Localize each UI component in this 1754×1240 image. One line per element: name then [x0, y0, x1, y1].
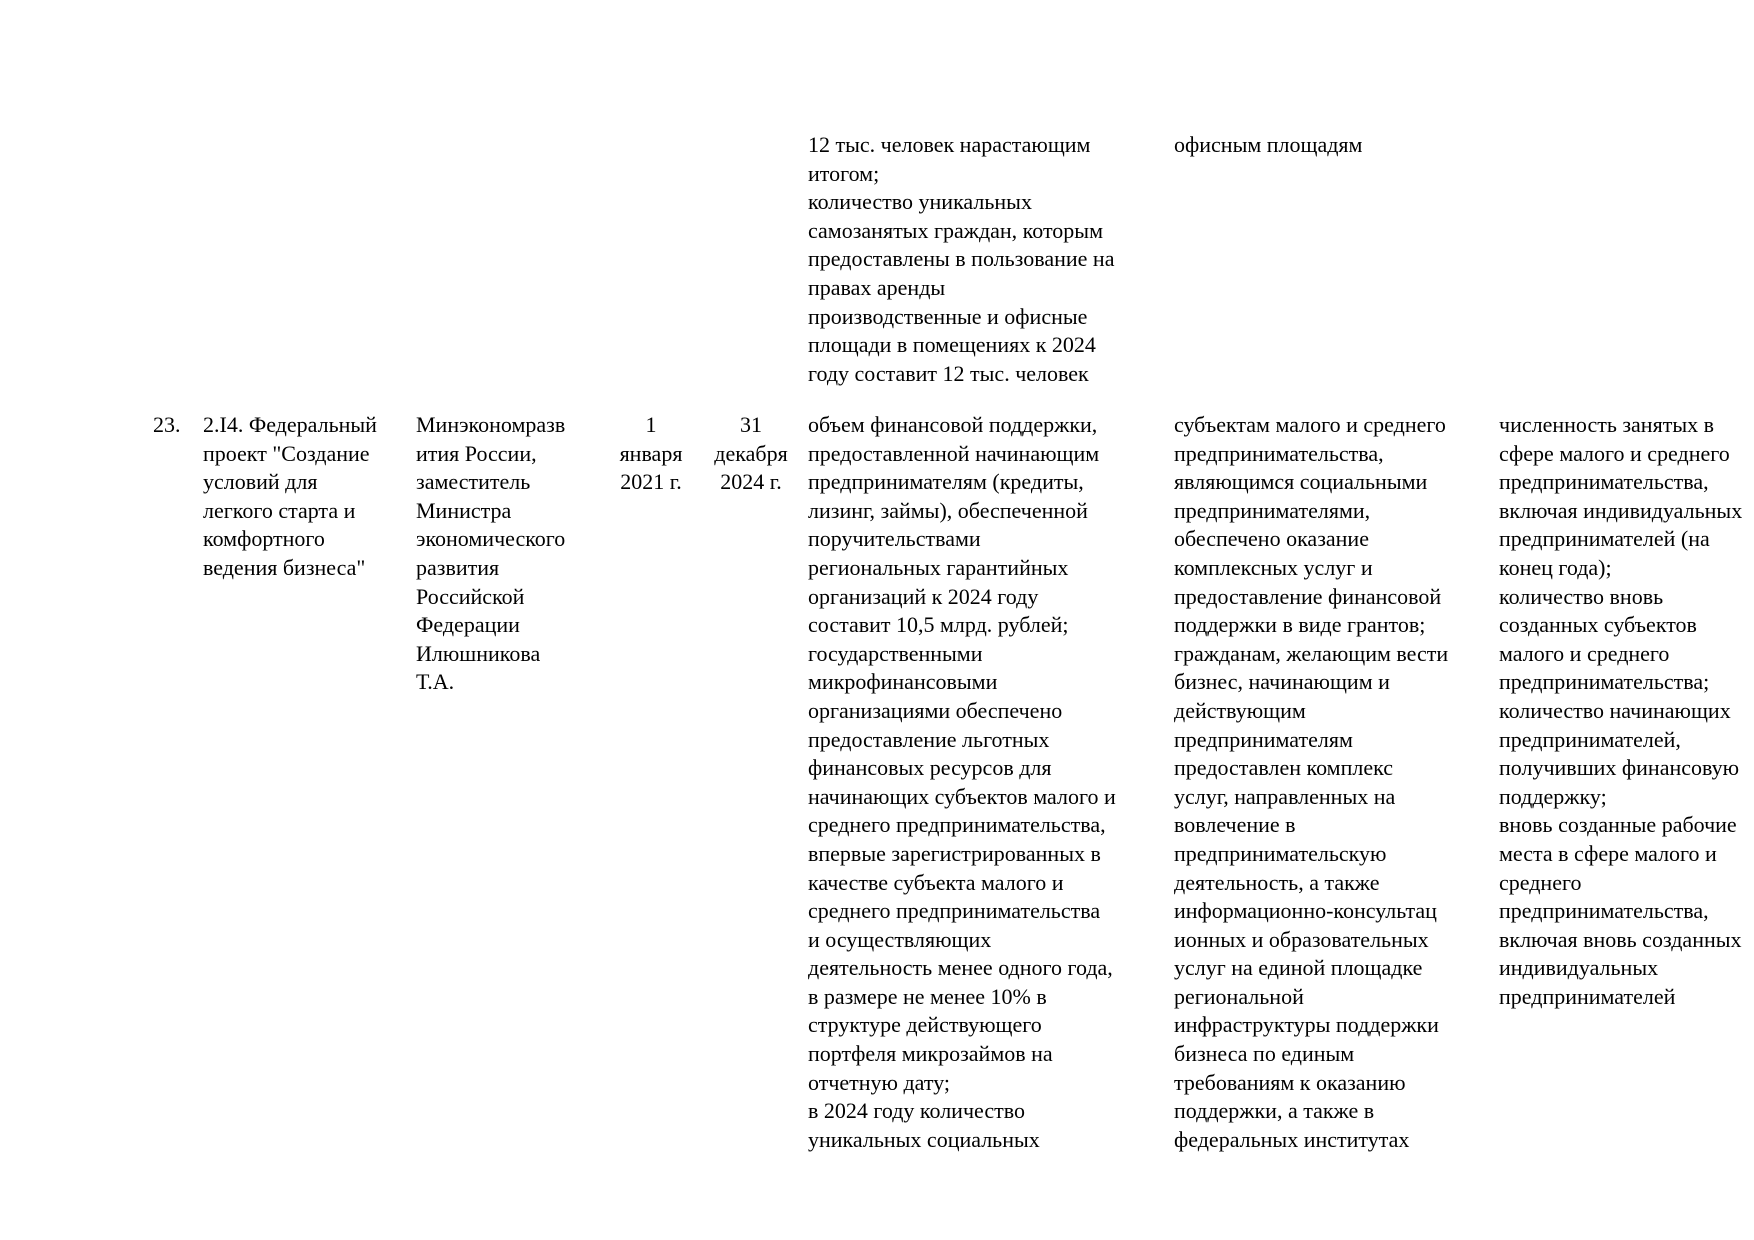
text-line: сфере малого и среднего: [1499, 440, 1730, 466]
text-line: начинающих субъектов малого и: [808, 783, 1116, 809]
text-line: в размере не менее 10% в: [808, 983, 1047, 1009]
text-line: получивших финансовую: [1499, 755, 1740, 781]
text-line: ведения бизнеса": [203, 554, 366, 580]
text-line: являющимся социальными: [1174, 469, 1428, 495]
text-line: количество вновь: [1499, 583, 1664, 609]
text-line: и осуществляющих: [808, 926, 992, 952]
text-line: 31: [740, 412, 762, 437]
text-line: комфортного: [203, 526, 325, 552]
text-line: информационно-консультац: [1174, 898, 1437, 924]
text-line: среднего предпринимательства: [808, 898, 1101, 924]
text-line: места в сфере малого и: [1499, 840, 1717, 866]
expected-outcomes: [808, 411, 1116, 1154]
text-line: требованиям к оказанию: [1174, 1069, 1406, 1095]
text-line: региональных гарантийных: [808, 554, 1069, 580]
text-line: предпринимательства,: [1174, 440, 1384, 466]
text-line: проект "Создание: [203, 440, 370, 466]
start-date: [608, 411, 694, 497]
responsible-party: [416, 411, 565, 697]
text-line: предоставлен комплекс: [1174, 755, 1394, 781]
text-line: предпринимателей: [1499, 983, 1676, 1009]
text-line: малого и среднего: [1499, 640, 1670, 666]
text-line: предпринимателей,: [1499, 726, 1681, 752]
text-line: индивидуальных: [1499, 955, 1659, 981]
text-line: предоставленной начинающим: [808, 440, 1100, 466]
text-line: году составит 12 тыс. человек: [808, 360, 1089, 386]
text-line: отчетную дату;: [808, 1069, 951, 1095]
text-line: Российской: [416, 583, 525, 609]
text-line: Министра: [416, 497, 512, 523]
text-line: конец года);: [1499, 554, 1612, 580]
text-line: предпринимательства,: [1499, 898, 1709, 924]
text-line: заместитель: [416, 469, 531, 495]
text-line: количество уникальных: [808, 189, 1032, 215]
text-line: среднего: [1499, 869, 1582, 895]
text-line: самозанятых граждан, которым: [808, 217, 1103, 243]
text-line: 2024 г.: [720, 469, 782, 495]
text-line: Минэкономразв: [416, 412, 566, 437]
end-date: [706, 411, 796, 497]
text-line: деятельность, а также: [1174, 869, 1380, 895]
text-line: ития России,: [416, 440, 537, 466]
text-line: государственными: [808, 640, 983, 666]
project-name: [203, 411, 377, 583]
text-line: лизинг, займы), обеспеченной: [808, 497, 1088, 523]
text-line: качестве субъекта малого и: [808, 869, 1064, 895]
text-line: финансовых ресурсов для: [808, 755, 1052, 781]
text-line: вновь созданные рабочие: [1499, 812, 1737, 838]
text-line: созданных субъектов: [1499, 612, 1697, 638]
text-line: предпринимательства,: [1499, 469, 1709, 495]
text-line: 12 тыс. человек нарастающим: [808, 132, 1091, 157]
text-line: количество начинающих: [1499, 697, 1731, 723]
text-line: портфеля микрозаймов на: [808, 1041, 1053, 1067]
text-line: условий для: [203, 469, 318, 495]
text-line: деятельность менее одного года,: [808, 955, 1113, 981]
indicators: [1499, 411, 1742, 1011]
text-line: декабря: [714, 440, 788, 466]
text-line: объем финансовой поддержки,: [808, 412, 1098, 437]
text-line: услуг на единой площадке: [1174, 955, 1423, 981]
text-line: впервые зарегистрированных в: [808, 840, 1101, 866]
text-line: включая вновь созданных: [1499, 926, 1742, 952]
text-line: предпринимателям (кредиты,: [808, 469, 1084, 495]
row-number: 23.: [153, 412, 181, 437]
text-line: предпринимателям: [1174, 726, 1353, 752]
text-line: предоставление льготных: [808, 726, 1050, 752]
beneficiaries: [1174, 411, 1448, 1154]
text-line: инфраструктуры поддержки: [1174, 1012, 1439, 1038]
text-line: 1: [645, 412, 657, 437]
text-line: действующим: [1174, 697, 1306, 723]
text-line: комплексных услуг и: [1174, 554, 1373, 580]
text-line: бизнес, начинающим и: [1174, 669, 1390, 695]
text-line: поручительствами: [808, 526, 981, 552]
text-line: Илюшникова: [416, 640, 541, 666]
text-line: предпринимателей (на: [1499, 526, 1710, 552]
text-line: предоставление финансовой: [1174, 583, 1442, 609]
text-line: Федерации: [416, 612, 520, 638]
text-line: субъектам малого и среднего: [1174, 412, 1446, 437]
text-line: региональной: [1174, 983, 1304, 1009]
text-line: гражданам, желающим вести: [1174, 640, 1449, 666]
text-line: Т.А.: [416, 669, 455, 695]
text-line: услуг, направленных на: [1174, 783, 1396, 809]
text-line: вовлечение в: [1174, 812, 1296, 838]
text-line: правах аренды: [808, 274, 946, 300]
text-line: предоставлены в пользование на: [808, 246, 1115, 272]
text-line: включая индивидуальных: [1499, 497, 1743, 523]
text-line: экономического: [416, 526, 566, 552]
text-line: среднего предпринимательства,: [808, 812, 1106, 838]
text-line: площади в помещениях к 2024: [808, 332, 1096, 358]
prev-row-outcomes: [808, 131, 1114, 388]
text-line: организаций к 2024 году: [808, 583, 1039, 609]
text-line: итогом;: [808, 160, 880, 186]
text-line: ионных и образовательных: [1174, 926, 1429, 952]
text-line: 2021 г.: [620, 469, 682, 495]
text-line: января: [619, 440, 683, 466]
text-line: составит 10,5 млрд. рублей;: [808, 612, 1069, 638]
text-line: предпринимательства;: [1499, 669, 1710, 695]
text-line: в 2024 году количество: [808, 1098, 1025, 1124]
text-line: федеральных институтах: [1174, 1126, 1410, 1152]
text-line: микрофинансовыми: [808, 669, 998, 695]
text-line: производственные и офисные: [808, 303, 1088, 329]
text-line: численность занятых в: [1499, 412, 1714, 437]
text-line: организациями обеспечено: [808, 697, 1063, 723]
text-line: поддержки, а также в: [1174, 1098, 1375, 1124]
text-line: обеспечено оказание: [1174, 526, 1369, 552]
text-line: поддержку;: [1499, 783, 1607, 809]
text-line: структуре действующего: [808, 1012, 1042, 1038]
prev-row-beneficiaries: [1174, 131, 1362, 160]
text-line: поддержки в виде грантов;: [1174, 612, 1426, 638]
text-line: развития: [416, 554, 500, 580]
text-line: 2.I4. Федеральный: [203, 412, 377, 437]
text-line: офисным площадям: [1174, 132, 1363, 157]
text-line: легкого старта и: [203, 497, 356, 523]
text-line: уникальных социальных: [808, 1126, 1040, 1152]
text-line: предпринимателями,: [1174, 497, 1371, 523]
text-line: предпринимательскую: [1174, 840, 1387, 866]
text-line: бизнеса по единым: [1174, 1041, 1355, 1067]
